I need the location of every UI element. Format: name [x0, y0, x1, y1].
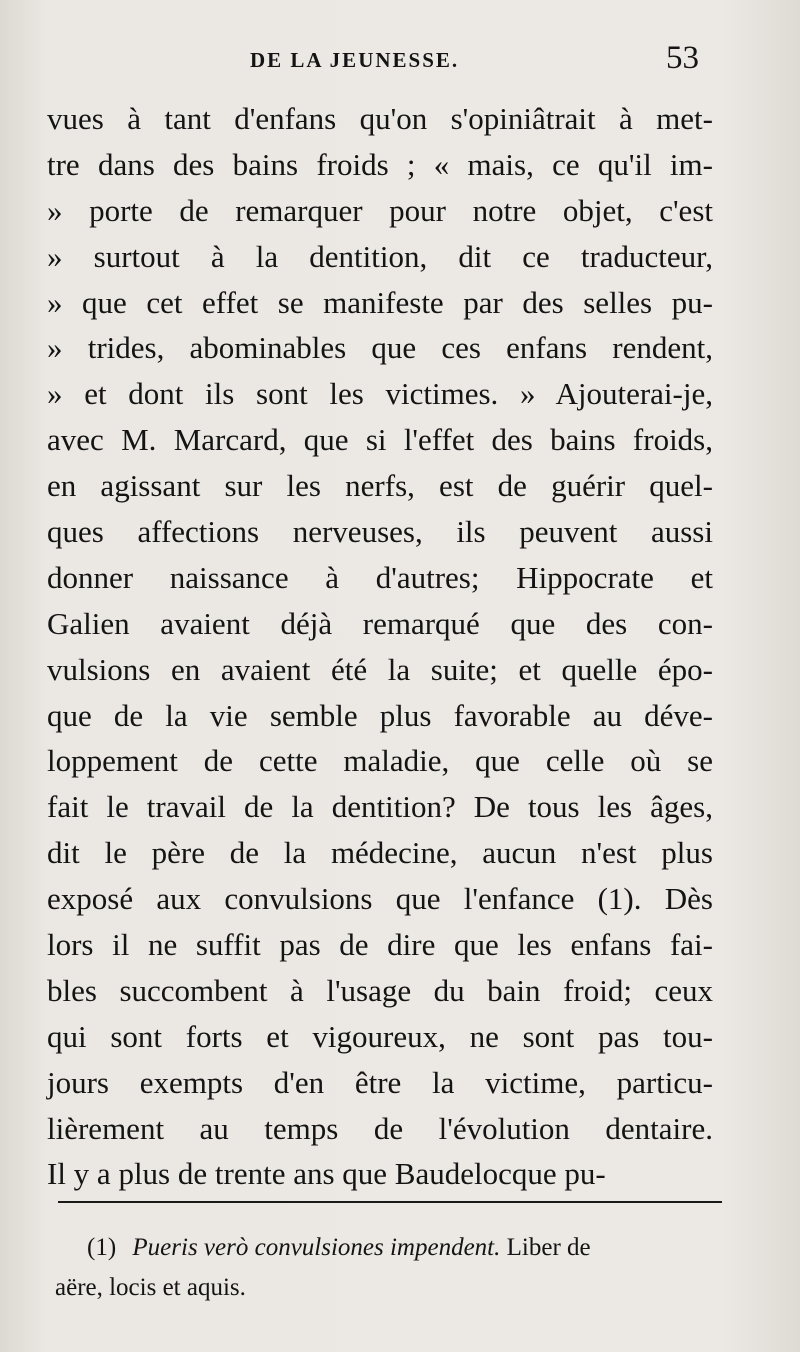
text-line: lors il ne suffit pas de dire que les enfans fai- [47, 927, 713, 963]
text-line: lièrement au temps de l'évolution dentaire. [47, 1110, 713, 1146]
text-line: » porte de remarquer pour notre objet, c'est [47, 192, 713, 228]
text-line: loppement de cette maladie, que celle où se [47, 743, 713, 779]
footnote-quote: Pueris verò convulsiones impendent. [132, 1234, 501, 1261]
text-line: » surtout à la dentition, dit ce traducteur, [47, 238, 713, 274]
text-line: ques affections nerveuses, ils peuvent aussi [47, 514, 713, 550]
text-line: Il y a plus de trente ans que Baudelocque pu- [47, 1156, 606, 1192]
text-line: jours exempts d'en être la victime, particu- [47, 1064, 713, 1100]
footnote-rule [58, 1201, 722, 1203]
body-text [47, 96, 713, 1197]
footnote-line [55, 1228, 725, 1268]
text-line: » et dont ils sont les victimes. » Ajouterai-je, [47, 376, 713, 412]
text-line: vulsions en avaient été la suite; et quelle épo- [47, 651, 713, 687]
footnote-marker: (1) [87, 1234, 117, 1261]
text-line: tre dans des bains froids ; « mais, ce qu'il im- [47, 146, 713, 182]
footnote [55, 1228, 725, 1308]
running-title: DE LA JEUNESSE. [250, 48, 460, 72]
running-head [0, 40, 800, 80]
text-line: Galien avaient déjà remarqué que des con- [47, 605, 713, 641]
text-line: bles succombent à l'usage du bain froid; ceux [47, 972, 713, 1008]
text-line: » trides, abominables que ces enfans rendent, [47, 330, 713, 366]
text-line: dit le père de la médecine, aucun n'est plus [47, 835, 713, 871]
footnote-continuation: aëre, locis et aquis. [55, 1274, 246, 1301]
page-number: 53 [666, 40, 699, 76]
text-line: » que cet effet se manifeste par des selles pu- [47, 284, 713, 320]
text-line: exposé aux convulsions que l'enfance (1). Dès [47, 881, 713, 917]
text-line: qui sont forts et vigoureux, ne sont pas tou- [47, 1018, 713, 1054]
footnote-source: Liber de [506, 1234, 591, 1261]
text-line: avec M. Marcard, que si l'effet des bains froids, [47, 422, 713, 458]
text-line: en agissant sur les nerfs, est de guérir quel- [47, 468, 713, 504]
text-line: donner naissance à d'autres; Hippocrate et [47, 559, 713, 595]
text-line: que de la vie semble plus favorable au déve- [47, 697, 713, 733]
text-line: fait le travail de la dentition? De tous les âges, [47, 789, 713, 825]
text-line: vues à tant d'enfans qu'on s'opiniâtrait à met- [47, 101, 713, 136]
